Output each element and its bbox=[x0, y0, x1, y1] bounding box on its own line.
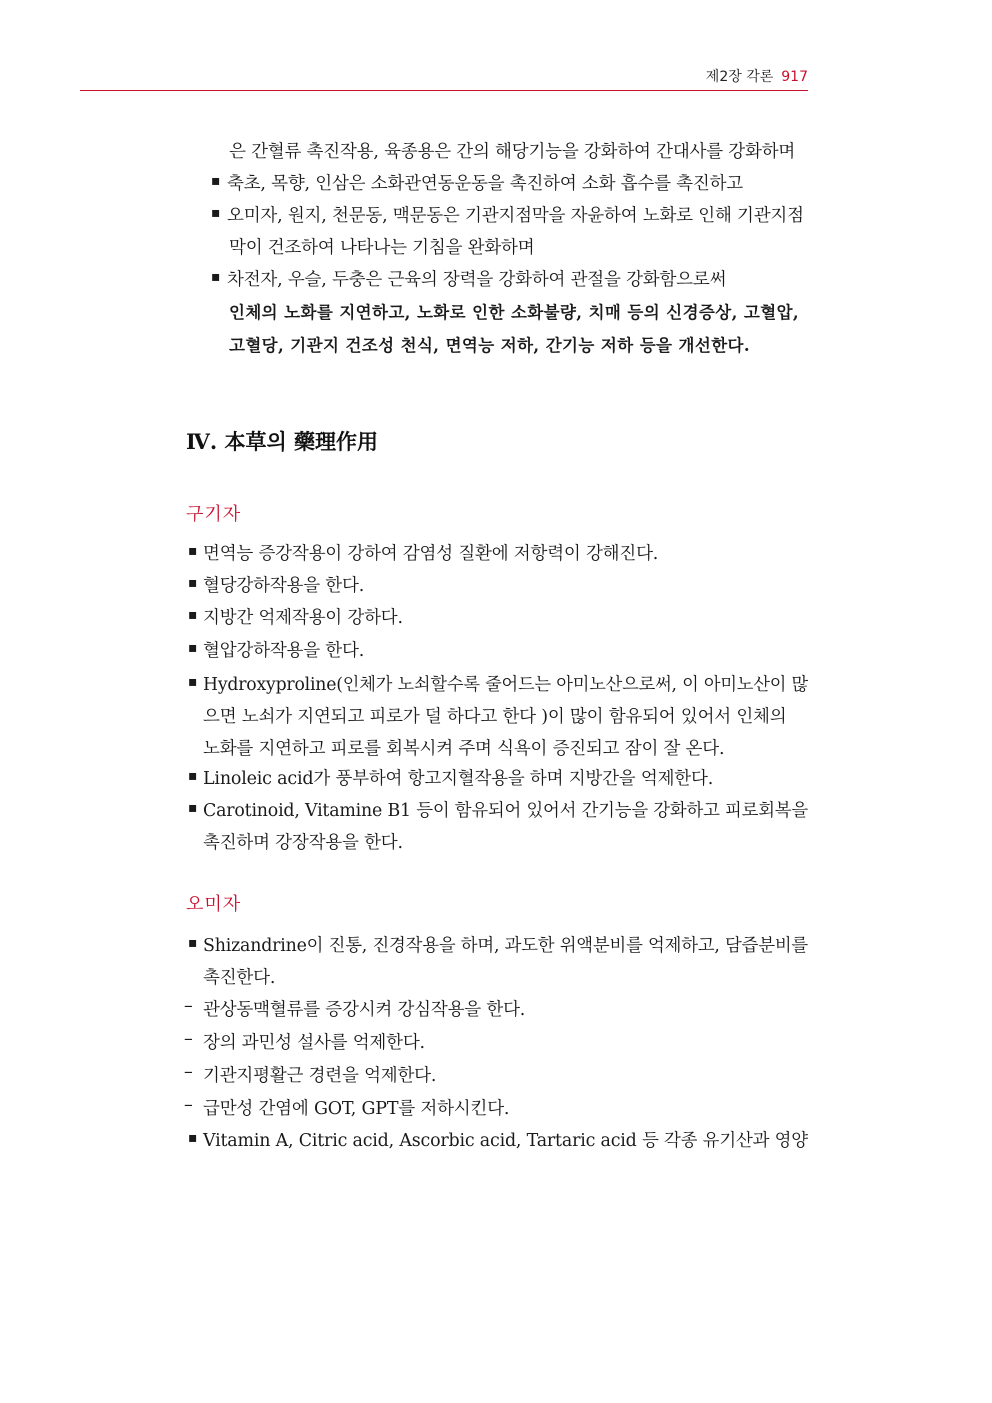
herb-line: 혈압강하작용을 한다. bbox=[203, 641, 365, 661]
bullet-icon: ▪ bbox=[188, 640, 198, 656]
herb-line: Vitamin A, Citric acid, Ascorbic acid, Tartaric acid 등 각종 유기산과 영양 bbox=[203, 1131, 808, 1151]
bullet-icon: ▪ bbox=[188, 575, 198, 591]
herb-line: Linoleic acid가 풍부하여 항고지혈작용을 하며 지방간을 억제한다. bbox=[203, 769, 714, 789]
intro-line: 오미자, 원지, 천문동, 맥문동은 기관지점막을 자윤하여 노화로 인해 기관지점 bbox=[227, 206, 804, 226]
bullet-icon: ▪ bbox=[188, 543, 198, 559]
bullet-icon: ▪ bbox=[188, 607, 198, 623]
intro-line: 축초, 목향, 인삼은 소화관연동운동을 촉진하여 소화 흡수를 촉진하고 bbox=[227, 174, 744, 194]
dash-icon: – bbox=[184, 1095, 193, 1115]
herb-line: 으면 노쇠가 지연되고 피로가 덜 하다고 한다 )이 많이 함유되어 있어서 인체의 bbox=[203, 707, 787, 727]
herb-line: Shizandrine이 진통, 진경작용을 하며, 과도한 위액분비를 억제하고, 담즙분비를 bbox=[203, 936, 809, 956]
dash-icon: – bbox=[184, 1029, 193, 1049]
conclusion-line: 인체의 노화를 지연하고, 노화로 인한 소화불량, 치매 등의 신경증상, 고혈압, bbox=[229, 303, 800, 322]
herb-line: 기관지평활근 경련을 억제한다. bbox=[203, 1066, 437, 1086]
herb-title: 오미자 bbox=[186, 894, 242, 915]
herb-line: 촉진하며 강장작용을 한다. bbox=[203, 833, 403, 853]
bullet-icon: ▪ bbox=[211, 205, 221, 221]
herb-line: 노화를 지연하고 피로를 회복시켜 주며 식욕이 증진되고 잠이 잘 온다. bbox=[203, 739, 725, 759]
herb-line: 촉진한다. bbox=[203, 968, 276, 988]
bullet-icon: ▪ bbox=[211, 173, 221, 189]
herb-line: 장의 과민성 설사를 억제한다. bbox=[203, 1033, 425, 1053]
header-text bbox=[706, 66, 808, 86]
bullet-icon: ▪ bbox=[188, 768, 198, 784]
herb-line: Hydroxyproline(인체가 노쇠할수록 줄어드는 아미노산으로써, 이 아미노산이 많 bbox=[203, 675, 808, 695]
chapter-label: 제2장 각론 bbox=[705, 69, 774, 85]
bullet-icon: ▪ bbox=[188, 1130, 198, 1146]
page-header bbox=[80, 58, 808, 91]
bullet-icon: ▪ bbox=[211, 269, 221, 285]
intro-line: 은 간혈류 촉진작용, 육종용은 간의 해당기능을 강화하여 간대사를 강화하며 bbox=[229, 142, 796, 162]
dash-icon: – bbox=[184, 1062, 193, 1082]
herb-line: 관상동맥혈류를 증강시켜 강심작용을 한다. bbox=[203, 1000, 526, 1020]
herb-line: 면역능 증강작용이 강하여 감염성 질환에 저항력이 강해진다. bbox=[203, 544, 659, 564]
dash-icon: – bbox=[184, 996, 193, 1016]
section-title: Ⅳ. 本草의 藥理作用 bbox=[186, 429, 379, 454]
bullet-icon: ▪ bbox=[188, 800, 198, 816]
page-number: 917 bbox=[781, 69, 808, 85]
bullet-icon: ▪ bbox=[188, 935, 198, 951]
herb-line: 급만성 간염에 GOT, GPT를 저하시킨다. bbox=[203, 1099, 510, 1119]
herb-line: Carotinoid, Vitamine B1 등이 함유되어 있어서 간기능을 강화하고 피로회복을 bbox=[203, 801, 808, 821]
herb-line: 지방간 억제작용이 강하다. bbox=[203, 608, 403, 628]
herb-title: 구기자 bbox=[186, 504, 242, 525]
bullet-icon: ▪ bbox=[188, 674, 198, 690]
conclusion-line: 고혈당, 기관지 건조성 천식, 면역능 저하, 간기능 저하 등을 개선한다. bbox=[229, 336, 751, 355]
intro-line: 차전자, 우슬, 두충은 근육의 장력을 강화하여 관절을 강화함으로써 bbox=[227, 270, 727, 290]
herb-line: 혈당강하작용을 한다. bbox=[203, 576, 365, 596]
intro-line: 막이 건조하여 나타나는 기침을 완화하며 bbox=[229, 238, 535, 258]
